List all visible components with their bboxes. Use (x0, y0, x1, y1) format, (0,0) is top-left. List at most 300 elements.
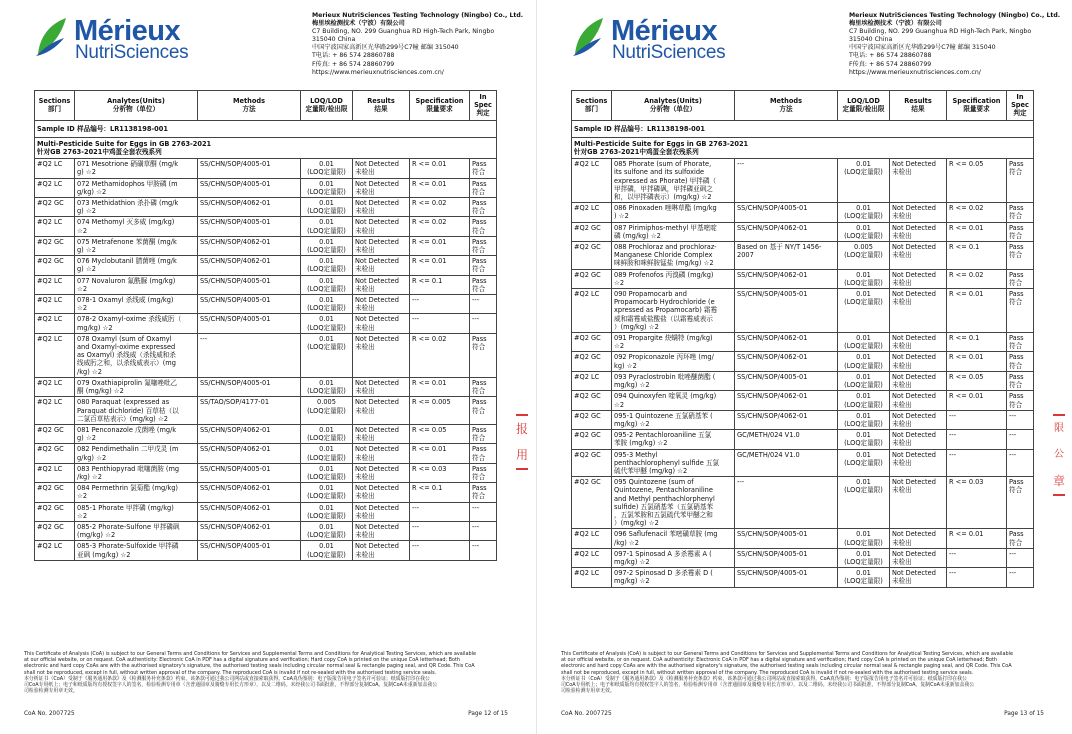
cell-spec: R <= 0.01 (410, 444, 470, 463)
cell-method: SS/CHN/SOP/4062-01 (735, 410, 838, 429)
col-spec: Specification 限量要求 (410, 91, 470, 121)
cell-section: #Q2 GC (572, 391, 612, 410)
table-row (35, 502, 497, 521)
col-analytes: Analytes(Units) 分析物（单位） (75, 91, 198, 121)
cell-loq: 0.01 (LOQ定量限) (301, 377, 353, 396)
cell-spec: R <= 0.02 (410, 333, 470, 377)
cell-spec: --- (947, 430, 1007, 449)
cell-spec: R <= 0.1 (947, 333, 1007, 352)
cell-spec: R <= 0.1 (410, 483, 470, 502)
cell-section: #Q2 LC (35, 377, 75, 396)
cell-inspec: --- (470, 502, 497, 521)
table-row (35, 217, 497, 236)
table-row (35, 541, 497, 560)
table-row (572, 159, 1034, 203)
cell-method: SS/CHN/SOP/4005-01 (198, 295, 301, 314)
table-row (572, 242, 1034, 270)
cell-loq: 0.01 (LOQ定量限) (838, 269, 890, 288)
website-link[interactable]: https://www.merieuxnutrisciences.com.cn/ (312, 68, 444, 76)
page-number: Page 13 of 15 (1004, 711, 1044, 717)
logo-text-nutrisciences: NutriSciences (75, 42, 189, 63)
cell-inspec: Pass 符合 (470, 397, 497, 425)
cell-analyte: 081 Penconazole 戊菌唑 (mg/k g) ☆2 (75, 424, 198, 443)
cell-spec: R <= 0.01 (410, 377, 470, 396)
cell-inspec: Pass 符合 (1007, 371, 1034, 390)
cell-section: #Q2 LC (35, 159, 75, 178)
cell-section: #Q2 LC (572, 159, 612, 203)
cell-inspec: Pass 符合 (1007, 203, 1034, 222)
cell-result: Not Detected 未检出 (353, 333, 410, 377)
seal-stamp-right (1051, 414, 1067, 496)
cell-method: SS/CHN/SOP/4062-01 (198, 521, 301, 540)
cell-spec: R <= 0.005 (410, 397, 470, 425)
cell-method: SS/CHN/SOP/4062-01 (735, 352, 838, 371)
col-sections: Sections 部门 (572, 91, 612, 121)
cell-analyte: 085 Phorate (sum of Phorate, its sulfone and its sulfoxide expressed as Phorate) 甲拌磷（ 甲拌磷，甲拌磷砜，甲拌磷亚砜之 和，以甲拌磷表示）(mg/kg) ☆2 (612, 159, 735, 203)
cell-method: SS/CHN/SOP/4005-01 (735, 548, 838, 567)
table-row (35, 444, 497, 463)
cell-result: Not Detected 未检出 (890, 333, 947, 352)
cell-result: Not Detected 未检出 (353, 502, 410, 521)
coa-number: CoA No. 2007725 (24, 711, 75, 717)
cell-section: #Q2 GC (35, 424, 75, 443)
table-row (572, 548, 1034, 567)
table-row (572, 449, 1034, 477)
cell-inspec: --- (1007, 548, 1034, 567)
cell-result: Not Detected 未检出 (890, 548, 947, 567)
company-name-cn: 梅里埃检测技术（宁波）有限公司 (849, 20, 942, 28)
table-row (572, 289, 1034, 333)
cell-loq: 0.01 (LOQ定量限) (838, 548, 890, 567)
cell-method: SS/CHN/SOP/4062-01 (198, 424, 301, 443)
cell-section: #Q2 GC (35, 236, 75, 255)
cell-inspec: Pass 符合 (470, 217, 497, 236)
cell-section: #Q2 GC (35, 521, 75, 540)
cell-analyte: 074 Methomyl 灭多威 (mg/kg) ☆2 (75, 217, 198, 236)
cell-inspec: Pass 符合 (470, 178, 497, 197)
cell-analyte: 095-1 Quintozene 五氯硝基苯 ( mg/kg) ☆2 (612, 410, 735, 429)
cell-result: Not Detected 未检出 (890, 430, 947, 449)
cell-spec: R <= 0.01 (947, 289, 1007, 333)
table-row (572, 371, 1034, 390)
page-number: Page 12 of 15 (468, 711, 508, 717)
cell-result: Not Detected 未检出 (890, 352, 947, 371)
cell-method: SS/CHN/SOP/4005-01 (198, 314, 301, 333)
logo-leaf-icon (34, 14, 70, 58)
cell-section: #Q2 LC (35, 397, 75, 425)
page-right (536, 0, 1072, 734)
cell-section: #Q2 GC (572, 430, 612, 449)
cell-analyte: 071 Mesotrione 硝磺草酮 (mg/k g) ☆2 (75, 159, 198, 178)
table-row (572, 203, 1034, 222)
cell-section: #Q2 GC (572, 352, 612, 371)
fax: F传真: + 86 574 28860799 (312, 60, 395, 68)
col-loq: LOQ/LOD 定量限/检出限 (838, 91, 890, 121)
logo-leaf-icon (571, 14, 607, 58)
cell-method: SS/CHN/SOP/4062-01 (735, 269, 838, 288)
table-row (35, 333, 497, 377)
cell-loq: 0.01 (LOQ定量限) (838, 352, 890, 371)
cell-spec: R <= 0.01 (947, 391, 1007, 410)
cell-spec: R <= 0.01 (947, 352, 1007, 371)
cell-section: #Q2 LC (572, 568, 612, 587)
cell-method: SS/CHN/SOP/4062-01 (735, 333, 838, 352)
cell-result: Not Detected 未检出 (890, 477, 947, 529)
cell-loq: 0.01 (LOQ定量限) (301, 541, 353, 560)
cell-analyte: 072 Methamidophos 甲胺磷 (m g/kg) ☆2 (75, 178, 198, 197)
cell-method: SS/TAO/SOP/4177-01 (198, 397, 301, 425)
cell-result: Not Detected 未检出 (353, 377, 410, 396)
cell-method: --- (735, 477, 838, 529)
cell-loq: 0.005 (LOQ定量限) (838, 242, 890, 270)
table-header-row (35, 91, 497, 121)
cell-method: --- (198, 333, 301, 377)
address-cn: 中国宁波国家高新区光华路299号C7幢 邮编 315040 (312, 44, 459, 52)
cell-spec: R <= 0.05 (947, 371, 1007, 390)
table-row (35, 463, 497, 482)
table-row (35, 159, 497, 178)
table-body (572, 120, 1034, 587)
cell-loq: 0.005 (LOQ定量限) (301, 397, 353, 425)
cell-analyte: 076 Myclobutanil 腈菌唑 (mg/k g) ☆2 (75, 256, 198, 275)
cell-section: #Q2 GC (572, 222, 612, 241)
cell-method: SS/CHN/SOP/4005-01 (198, 463, 301, 482)
cell-loq: 0.01 (LOQ定量限) (301, 502, 353, 521)
table-header-row (572, 91, 1034, 121)
cell-method: SS/CHN/SOP/4005-01 (198, 377, 301, 396)
cell-result: Not Detected 未检出 (353, 521, 410, 540)
cell-result: Not Detected 未检出 (890, 269, 947, 288)
cell-inspec: --- (470, 295, 497, 314)
suite-title: Multi-Pesticide Suite for Eggs in GB 2763-2021 针对GB 2763-2021中鸡蛋全套农残系列 (572, 137, 1034, 158)
company-name-cn: 梅里埃检测技术（宁波）有限公司 (312, 20, 405, 28)
table-row (572, 269, 1034, 288)
cell-method: SS/CHN/SOP/4005-01 (198, 275, 301, 294)
cell-section: #Q2 GC (572, 269, 612, 288)
results-table (34, 90, 497, 561)
cell-spec: R <= 0.01 (410, 178, 470, 197)
cell-spec: R <= 0.02 (947, 269, 1007, 288)
cell-spec: R <= 0.05 (410, 424, 470, 443)
cell-section: #Q2 LC (35, 178, 75, 197)
cell-loq: 0.01 (LOQ定量限) (838, 159, 890, 203)
cell-section: #Q2 LC (35, 275, 75, 294)
cell-section: #Q2 LC (35, 463, 75, 482)
cell-loq: 0.01 (LOQ定量限) (838, 289, 890, 333)
cell-spec: R <= 0.01 (947, 529, 1007, 548)
cell-inspec: --- (1007, 449, 1034, 477)
cell-result: Not Detected 未检出 (353, 424, 410, 443)
cell-loq: 0.01 (LOQ定量限) (301, 314, 353, 333)
cell-loq: 0.01 (LOQ定量限) (301, 483, 353, 502)
cell-section: #Q2 LC (35, 541, 75, 560)
cell-result: Not Detected 未检出 (890, 410, 947, 429)
cell-analyte: 078-1 Oxamyl 杀线威 (mg/kg) ☆2 (75, 295, 198, 314)
cell-analyte: 097-1 Spinosad A 多杀霉素 A ( mg/kg) ☆2 (612, 548, 735, 567)
cell-result: Not Detected 未检出 (353, 295, 410, 314)
cell-loq: 0.01 (LOQ定量限) (838, 449, 890, 477)
cell-inspec: Pass 符合 (1007, 289, 1034, 333)
coa-number: CoA No. 2007725 (561, 711, 612, 717)
cell-method: SS/CHN/SOP/4005-01 (735, 371, 838, 390)
cell-analyte: 088 Prochloraz and prochloraz- Manganese Chloride Complex 咪鲜胺和咪鲜胺锰盐 (mg/kg) ☆2 (612, 242, 735, 270)
cell-inspec: Pass 符合 (470, 275, 497, 294)
cell-result: Not Detected 未检出 (353, 463, 410, 482)
cell-method: SS/CHN/SOP/4005-01 (198, 541, 301, 560)
address-cn: 中国宁波国家高新区光华路299号C7幢 邮编 315040 (849, 44, 996, 52)
cell-method: SS/CHN/SOP/4062-01 (198, 256, 301, 275)
cell-result: Not Detected 未检出 (353, 314, 410, 333)
cell-section: #Q2 GC (35, 256, 75, 275)
cell-inspec: Pass 符合 (1007, 242, 1034, 270)
cell-inspec: Pass 符合 (1007, 477, 1034, 529)
cell-method: GC/METH/024 V1.0 (735, 430, 838, 449)
cell-section: #Q2 LC (35, 314, 75, 333)
cell-inspec: Pass 符合 (470, 483, 497, 502)
cell-loq: 0.01 (LOQ定量限) (838, 529, 890, 548)
cell-inspec: Pass 符合 (470, 236, 497, 255)
table-row (35, 521, 497, 540)
cell-section: #Q2 GC (35, 198, 75, 217)
cell-result: Not Detected 未检出 (353, 483, 410, 502)
cell-analyte: 084 Permethrin 氯菊酯 (mg/kg) ☆2 (75, 483, 198, 502)
cell-inspec: Pass 符合 (1007, 352, 1034, 371)
company-logo (34, 14, 204, 62)
cell-method: SS/CHN/SOP/4062-01 (198, 236, 301, 255)
cell-result: Not Detected 未检出 (353, 236, 410, 255)
table-row (572, 333, 1034, 352)
table-row (572, 410, 1034, 429)
table-row (572, 430, 1034, 449)
cell-analyte: 077 Novaluron 氟酰脲 (mg/kg) ☆2 (75, 275, 198, 294)
cell-analyte: 095-3 Methyl penthachlorophenyl sulfide 五氯 硫代苯甲醚 (mg/kg) ☆2 (612, 449, 735, 477)
address-line-2: 315040 China (849, 36, 893, 44)
cell-spec: R <= 0.02 (947, 203, 1007, 222)
cell-inspec: Pass 符合 (1007, 391, 1034, 410)
cell-method: Based on 基于 NY/T 1456-2007 (735, 242, 838, 270)
table-row (572, 477, 1034, 529)
cell-method: SS/CHN/SOP/4062-01 (198, 502, 301, 521)
suite-title: Multi-Pesticide Suite for Eggs in GB 2763-2021 针对GB 2763-2021中鸡蛋全套农残系列 (35, 137, 497, 158)
cell-inspec: --- (1007, 430, 1034, 449)
cell-analyte: 079 Oxathiapiprolin 氟噻唑吡乙 酮 (mg/kg) ☆2 (75, 377, 198, 396)
fax: F传真: + 86 574 28860799 (849, 60, 932, 68)
cell-section: #Q2 GC (35, 502, 75, 521)
stamp-char: 用 (515, 448, 528, 462)
table-row (35, 397, 497, 425)
cell-inspec: Pass 符合 (470, 333, 497, 377)
cell-inspec: --- (1007, 410, 1034, 429)
cell-inspec: Pass 符合 (470, 444, 497, 463)
cell-analyte: 090 Propamocarb and Propamocarb Hydrochloride (e xpressed as Propamocarb) 霜霉 威和霜霉威盐酸盐（以霜霉威表示 ）(mg/kg) ☆2 (612, 289, 735, 333)
cell-method: SS/CHN/SOP/4005-01 (735, 529, 838, 548)
stamp-char: 报 (515, 422, 528, 436)
cell-analyte: 083 Penthiopyrad 吡噻菌胺 (mg /kg) ☆2 (75, 463, 198, 482)
col-methods: Methods 方法 (735, 91, 838, 121)
logo-text-merieux: Mérieux (611, 15, 718, 47)
cell-method: SS/CHN/SOP/4062-01 (198, 444, 301, 463)
logo-text-nutrisciences: NutriSciences (612, 42, 726, 63)
cell-loq: 0.01 (LOQ定量限) (301, 333, 353, 377)
col-analytes: Analytes(Units) 分析物（单位） (612, 91, 735, 121)
cell-spec: R <= 0.02 (410, 217, 470, 236)
cell-inspec: --- (470, 314, 497, 333)
cell-loq: 0.01 (LOQ定量限) (301, 424, 353, 443)
cell-loq: 0.01 (LOQ定量限) (838, 222, 890, 241)
cell-method: SS/CHN/SOP/4062-01 (198, 198, 301, 217)
cell-loq: 0.01 (LOQ定量限) (301, 236, 353, 255)
cell-result: Not Detected 未检出 (890, 203, 947, 222)
cell-loq: 0.01 (LOQ定量限) (838, 430, 890, 449)
cell-loq: 0.01 (LOQ定量限) (838, 333, 890, 352)
results-table-wrap (34, 90, 496, 561)
cell-analyte: 086 Pinoxaden 唑啉草酯 (mg/kg ) ☆2 (612, 203, 735, 222)
cell-result: Not Detected 未检出 (353, 198, 410, 217)
cell-section: #Q2 LC (35, 333, 75, 377)
cell-method: GC/METH/024 V1.0 (735, 449, 838, 477)
cell-section: #Q2 GC (572, 242, 612, 270)
cell-loq: 0.01 (LOQ定量限) (301, 295, 353, 314)
company-name-en: Merieux NutriSciences Testing Technology (Ningbo) Co., Ltd. (312, 12, 524, 19)
results-table (571, 90, 1034, 588)
cell-result: Not Detected 未检出 (890, 529, 947, 548)
cell-method: SS/CHN/SOP/4062-01 (735, 222, 838, 241)
table-row (35, 275, 497, 294)
address-line-2: 315040 China (312, 36, 356, 44)
col-methods: Methods 方法 (198, 91, 301, 121)
cell-analyte: 095-2 Pentachloroaniline 五氯 苯胺 (mg/kg) ☆2 (612, 430, 735, 449)
cell-analyte: 085-2 Phorate-Sulfone 甲拌磷砜 (mg/kg) ☆2 (75, 521, 198, 540)
table-row (35, 295, 497, 314)
cell-result: Not Detected 未检出 (890, 449, 947, 477)
cell-inspec: Pass 符合 (1007, 222, 1034, 241)
cell-loq: 0.01 (LOQ定量限) (301, 463, 353, 482)
cell-section: #Q2 GC (35, 444, 75, 463)
cell-inspec: Pass 符合 (1007, 333, 1034, 352)
cell-analyte: 078 Oxamyl (sum of Oxamyl and Oxamyl-oxime expressed as Oxamyl) 杀线威（杀线威和杀 线威肟之和，以杀线威表示）(mg /kg) ☆2 (75, 333, 198, 377)
cell-section: #Q2 LC (572, 203, 612, 222)
table-row (35, 483, 497, 502)
col-results: Results 结果 (353, 91, 410, 121)
cell-spec: --- (947, 548, 1007, 567)
cell-spec: R <= 0.01 (410, 236, 470, 255)
cell-spec: --- (410, 295, 470, 314)
cell-spec: R <= 0.1 (410, 275, 470, 294)
cell-section: #Q2 GC (572, 449, 612, 477)
cell-result: Not Detected 未检出 (353, 275, 410, 294)
cell-result: Not Detected 未检出 (353, 178, 410, 197)
cell-spec: --- (410, 502, 470, 521)
table-row (35, 424, 497, 443)
cell-loq: 0.01 (LOQ定量限) (838, 568, 890, 587)
col-inspec: In Spec 判定 (470, 91, 497, 121)
cell-result: Not Detected 未检出 (353, 256, 410, 275)
cell-inspec: Pass 符合 (1007, 159, 1034, 203)
cell-section: #Q2 GC (35, 483, 75, 502)
cell-spec: R <= 0.03 (410, 463, 470, 482)
cell-spec: R <= 0.05 (947, 159, 1007, 203)
cell-result: Not Detected 未检出 (890, 222, 947, 241)
cell-inspec: --- (1007, 568, 1034, 587)
cell-spec: R <= 0.03 (947, 477, 1007, 529)
cell-analyte: 092 Propiconazole 丙环唑 (mg/ kg) ☆2 (612, 352, 735, 371)
cell-spec: --- (410, 521, 470, 540)
col-spec: Specification 限量要求 (947, 91, 1007, 121)
col-inspec: In Spec 判定 (1007, 91, 1034, 121)
cell-loq: 0.01 (LOQ定量限) (838, 371, 890, 390)
cell-loq: 0.01 (LOQ定量限) (301, 159, 353, 178)
cell-result: Not Detected 未检出 (890, 568, 947, 587)
table-row (572, 352, 1034, 371)
cell-section: #Q2 GC (572, 477, 612, 529)
cell-section: #Q2 LC (35, 217, 75, 236)
table-row (572, 391, 1034, 410)
cell-method: SS/CHN/SOP/4005-01 (198, 159, 301, 178)
table-row (572, 529, 1034, 548)
cell-loq: 0.01 (LOQ定量限) (301, 217, 353, 236)
cell-analyte: 080 Paraquat (expressed as Paraquat dichloride) 百草枯（以 二氯百草枯表示）(mg/kg) ☆2 (75, 397, 198, 425)
cell-inspec: Pass 符合 (470, 377, 497, 396)
address-line-1: C7 Building, NO. 299 Guanghua RD High-Tech Park, Ningbo (312, 28, 495, 36)
table-row (572, 222, 1034, 241)
cell-result: Not Detected 未检出 (353, 217, 410, 236)
cell-analyte: 082 Pendimethalin 二甲戊灵 (m g/kg) ☆2 (75, 444, 198, 463)
cell-inspec: Pass 符合 (470, 198, 497, 217)
cell-spec: --- (410, 541, 470, 560)
cell-section: #Q2 GC (572, 333, 612, 352)
cell-loq: 0.01 (LOQ定量限) (301, 178, 353, 197)
website-link[interactable]: https://www.merieuxnutrisciences.com.cn/ (849, 68, 981, 76)
cell-loq: 0.01 (LOQ定量限) (301, 521, 353, 540)
cell-loq: 0.01 (LOQ定量限) (301, 275, 353, 294)
cell-section: #Q2 LC (572, 548, 612, 567)
cell-loq: 0.01 (LOQ定量限) (838, 391, 890, 410)
cell-result: Not Detected 未检出 (890, 371, 947, 390)
cell-method: SS/CHN/SOP/4005-01 (735, 289, 838, 333)
cell-inspec: Pass 符合 (1007, 529, 1034, 548)
cell-loq: 0.01 (LOQ定量限) (301, 444, 353, 463)
cell-spec: R <= 0.02 (410, 198, 470, 217)
table-row (35, 377, 497, 396)
footer-disclaimer: This Certificate of Analysis (CoA) is subject to our General Terms and Conditions for Services and Supplemental Terms and Conditions for Analytical Testing Services, which are available at our official website, or on request. CoA authenticity: Electronic CoA in PDF has a digital signature and verification; Hard copy CoA is printed on the unique CoA letterhead; Both electronic and hard copy CoAs are with the authorised signatory's signature, the authorised testing seals including circular normal seal & rectangle paging seal, and QR Code. This CoA shall not be reproduced, except in full, without written approval of the company. The reproduced CoA is invalid if not re-sealed with the authorised testing service seals. 本分析证书（CoA）受制于《服务通用条款》及《检测服务补充条款》约束，该条款可通过我公司网站或直接索取获得。CoA真伪鉴别：电子版报告用电子签名并可验证；纸质版打印在我公 司CoA专用纸上；电子和纸质版均有授权签字人的签名，检验检测专用章（含普通圆章及骑缝专用长方形章），以及二维码。未经我公司书面批准，不得部分复制CoA。复制CoA未重新加盖我公 司检验检测专用章无效。 (561, 651, 1013, 695)
cell-method: SS/CHN/SOP/4005-01 (198, 178, 301, 197)
cell-inspec: Pass 符合 (470, 424, 497, 443)
col-sections: Sections 部门 (35, 91, 75, 121)
cell-inspec: --- (470, 521, 497, 540)
cell-result: Not Detected 未检出 (890, 159, 947, 203)
cell-spec: R <= 0.01 (947, 222, 1007, 241)
cell-spec: R <= 0.1 (947, 242, 1007, 270)
cell-inspec: Pass 符合 (1007, 269, 1034, 288)
table-row (35, 198, 497, 217)
cell-analyte: 094 Quinoxyfen 喹氧灵 (mg/kg) ☆2 (612, 391, 735, 410)
cell-analyte: 078-2 Oxamyl-oxime 杀线威肟（ mg/kg) ☆2 (75, 314, 198, 333)
results-table-wrap (571, 90, 1033, 588)
cell-method: --- (735, 159, 838, 203)
cell-loq: 0.01 (LOQ定量限) (301, 198, 353, 217)
table-row (35, 256, 497, 275)
cell-analyte: 085-1 Phorate 甲拌磷 (mg/kg) ☆2 (75, 502, 198, 521)
col-loq: LOQ/LOD 定量限/检出限 (301, 91, 353, 121)
table-row (35, 314, 497, 333)
cell-result: Not Detected 未检出 (890, 391, 947, 410)
cell-spec: R <= 0.01 (410, 159, 470, 178)
address-line-1: C7 Building, NO. 299 Guanghua RD High-Tech Park, Ningbo (849, 28, 1032, 36)
cell-analyte: 089 Profenofos 丙溴磷 (mg/kg) ☆2 (612, 269, 735, 288)
cell-analyte: 093 Pyraclostrobin 吡唑醚菌酯 ( mg/kg) ☆2 (612, 371, 735, 390)
cell-analyte: 097-2 Spinosad D 多杀霉素 D ( mg/kg) ☆2 (612, 568, 735, 587)
cell-section: #Q2 GC (572, 410, 612, 429)
